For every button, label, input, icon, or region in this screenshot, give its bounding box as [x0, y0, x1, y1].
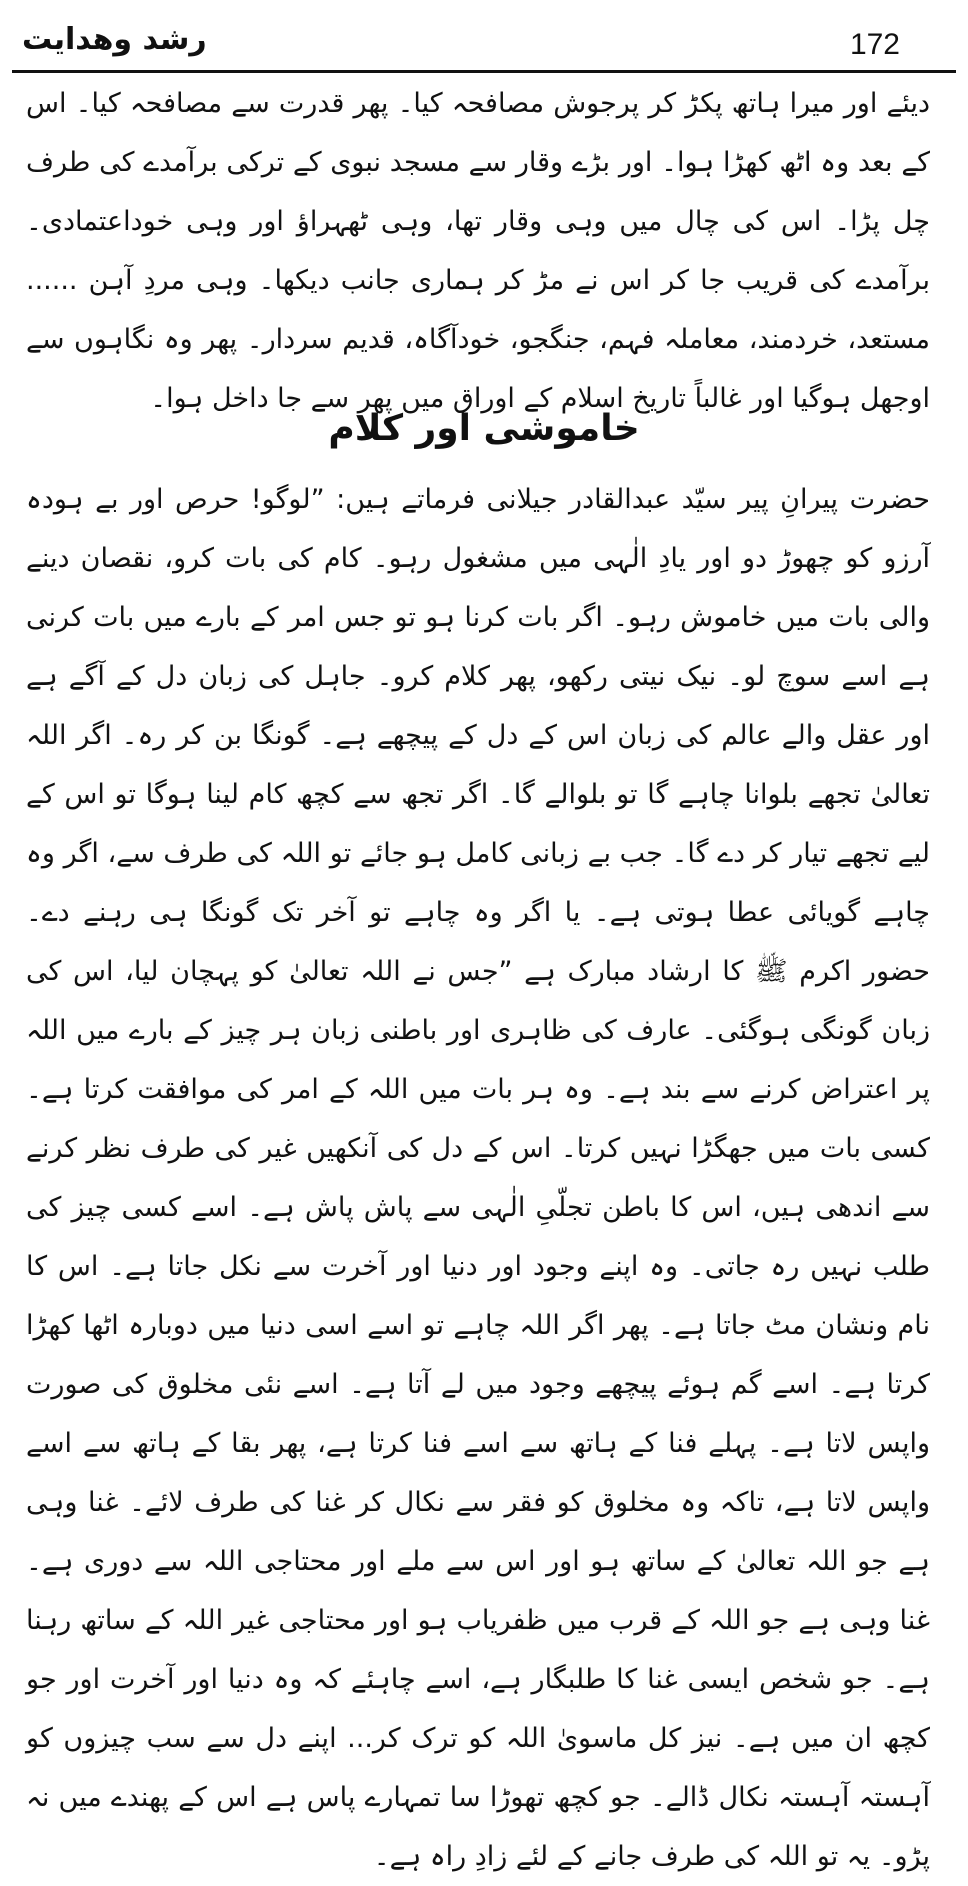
page-header [12, 10, 956, 73]
paragraph-1: دیئے اور میرا ہاتھ پکڑ کر پرجوش مصافحہ کیا۔ پھر قدرت سے مصافحہ کیا۔ اس کے بعد وہ اٹھ کھڑا ہوا۔ اور بڑے وقار سے مسجد نبوی کے ترکی برآمدے کی طرف چل پڑا۔ اس کی چال میں وہی وقار تھا، وہی ٹھہراؤ اور وہی خوداعتمادی۔ برآمدے کی قریب جا کر اس نے مڑ کر ہماری جانب دیکھا۔ وہی مردِ آہن ...... مستعد، خردمند، معاملہ فہم، جنگجو، خودآگاہ، قدیم سردار۔ پھر وہ نگاہوں سے اوجھل ہوگیا اور غالباً تاریخ اسلام کے اوراق میں پھر سے جا داخل ہوا۔ [26, 88, 930, 414]
book-title: رشد وھدایت [22, 22, 207, 57]
page-number: 172 [849, 28, 900, 61]
paragraph-2: حضرت پیرانِ پیر سیّد عبدالقادر جیلانی فرماتے ہیں: ”لوگو! حرص اور بے ہودہ آرزو کو چھوڑ دو اور یادِ الٰہی میں مشغول رہو۔ کام کی بات کرو، نقصان دینے والی بات میں خاموش رہو۔ اگر بات کرنا ہو تو جس امر کے بارے میں بات کرنی ہے اسے سوچ لو۔ نیک نیتی رکھو، پھر کلام کرو۔ جاہل کی زبان دل کے آگے ہے اور عقل والے عالم کی زبان اس کے دل کے پیچھے ہے۔ گونگا بن کر رہ۔ اگر اللہ تعالیٰ تجھے بلوانا چاہے گا تو بلوالے گا۔ اگر تجھ سے کچھ کام لینا ہوگا تو اس کے لیے تجھے تیار کر دے گا۔ جب بے زبانی کامل ہو جائے تو اللہ کی طرف سے، اگر وہ چاہے گویائی عطا ہوتی ہے۔ یا اگر وہ چاہے تو آخر تک گونگا ہی رہنے دے۔ حضور اکرم ﷺ کا ارشاد مبارک ہے ”جس نے اللہ تعالیٰ کو پہچان لیا، اس کی زبان گونگی ہوگئی۔ عارف کی ظاہری اور باطنی زبان ہر چیز کے بارے میں اللہ پر اعتراض کرنے سے بند ہے۔ وہ ہر بات میں اللہ کے امر کی موافقت کرتا ہے۔ کسی بات میں جھگڑا نہیں کرتا۔ اس کے دل کی آنکھیں غیر کی طرف نظر کرنے سے اندھی ہیں، اس کا باطن تجلّیِ الٰہی سے پاش پاش ہے۔ اسے کسی چیز کی طلب نہیں رہ جاتی۔ وہ اپنے وجود اور دنیا اور آخرت سے نکل جاتا ہے۔ اس کا نام ونشان مٹ جاتا ہے۔ پھر اگر اللہ چاہے تو اسے اسی دنیا میں دوبارہ اٹھا کھڑا کرتا ہے۔ اسے گم ہوئے پیچھے وجود میں لے آتا ہے۔ اسے نئی مخلوق کی صورت واپس لاتا ہے۔ پہلے فنا کے ہاتھ سے اسے فنا کرتا ہے، پھر بقا کے ہاتھ سے اسے واپس لاتا ہے، تاکہ وہ مخلوق کو فقر سے نکال کر غنا کی طرف لائے۔ غنا وہی ہے جو اللہ تعالیٰ کے ساتھ ہو اور اس سے ملے اور محتاجی اللہ سے دوری ہے۔ غنا وہی ہے جو اللہ کے قرب میں ظفریاب ہو اور محتاجی غیر اللہ کے ساتھ رہنا ہے۔ جو شخص ایسی غنا کا طلبگار ہے، اسے چاہئے کہ وہ دنیا اور آخرت اور جو کچھ ان میں ہے۔ نیز کل ماسویٰ اللہ کو ترک کر... اپنے دل سے سب چیزوں کو آہستہ آہستہ نکال ڈالے۔ جو کچھ تھوڑا سا تمہارے پاس ہے اس کے پھندے میں نہ پڑو۔ یہ تو اللہ کی طرف جانے کے لئے زادِ راہ ہے۔ [26, 484, 930, 1872]
section-heading: خاموشی اور کلام [328, 408, 640, 449]
